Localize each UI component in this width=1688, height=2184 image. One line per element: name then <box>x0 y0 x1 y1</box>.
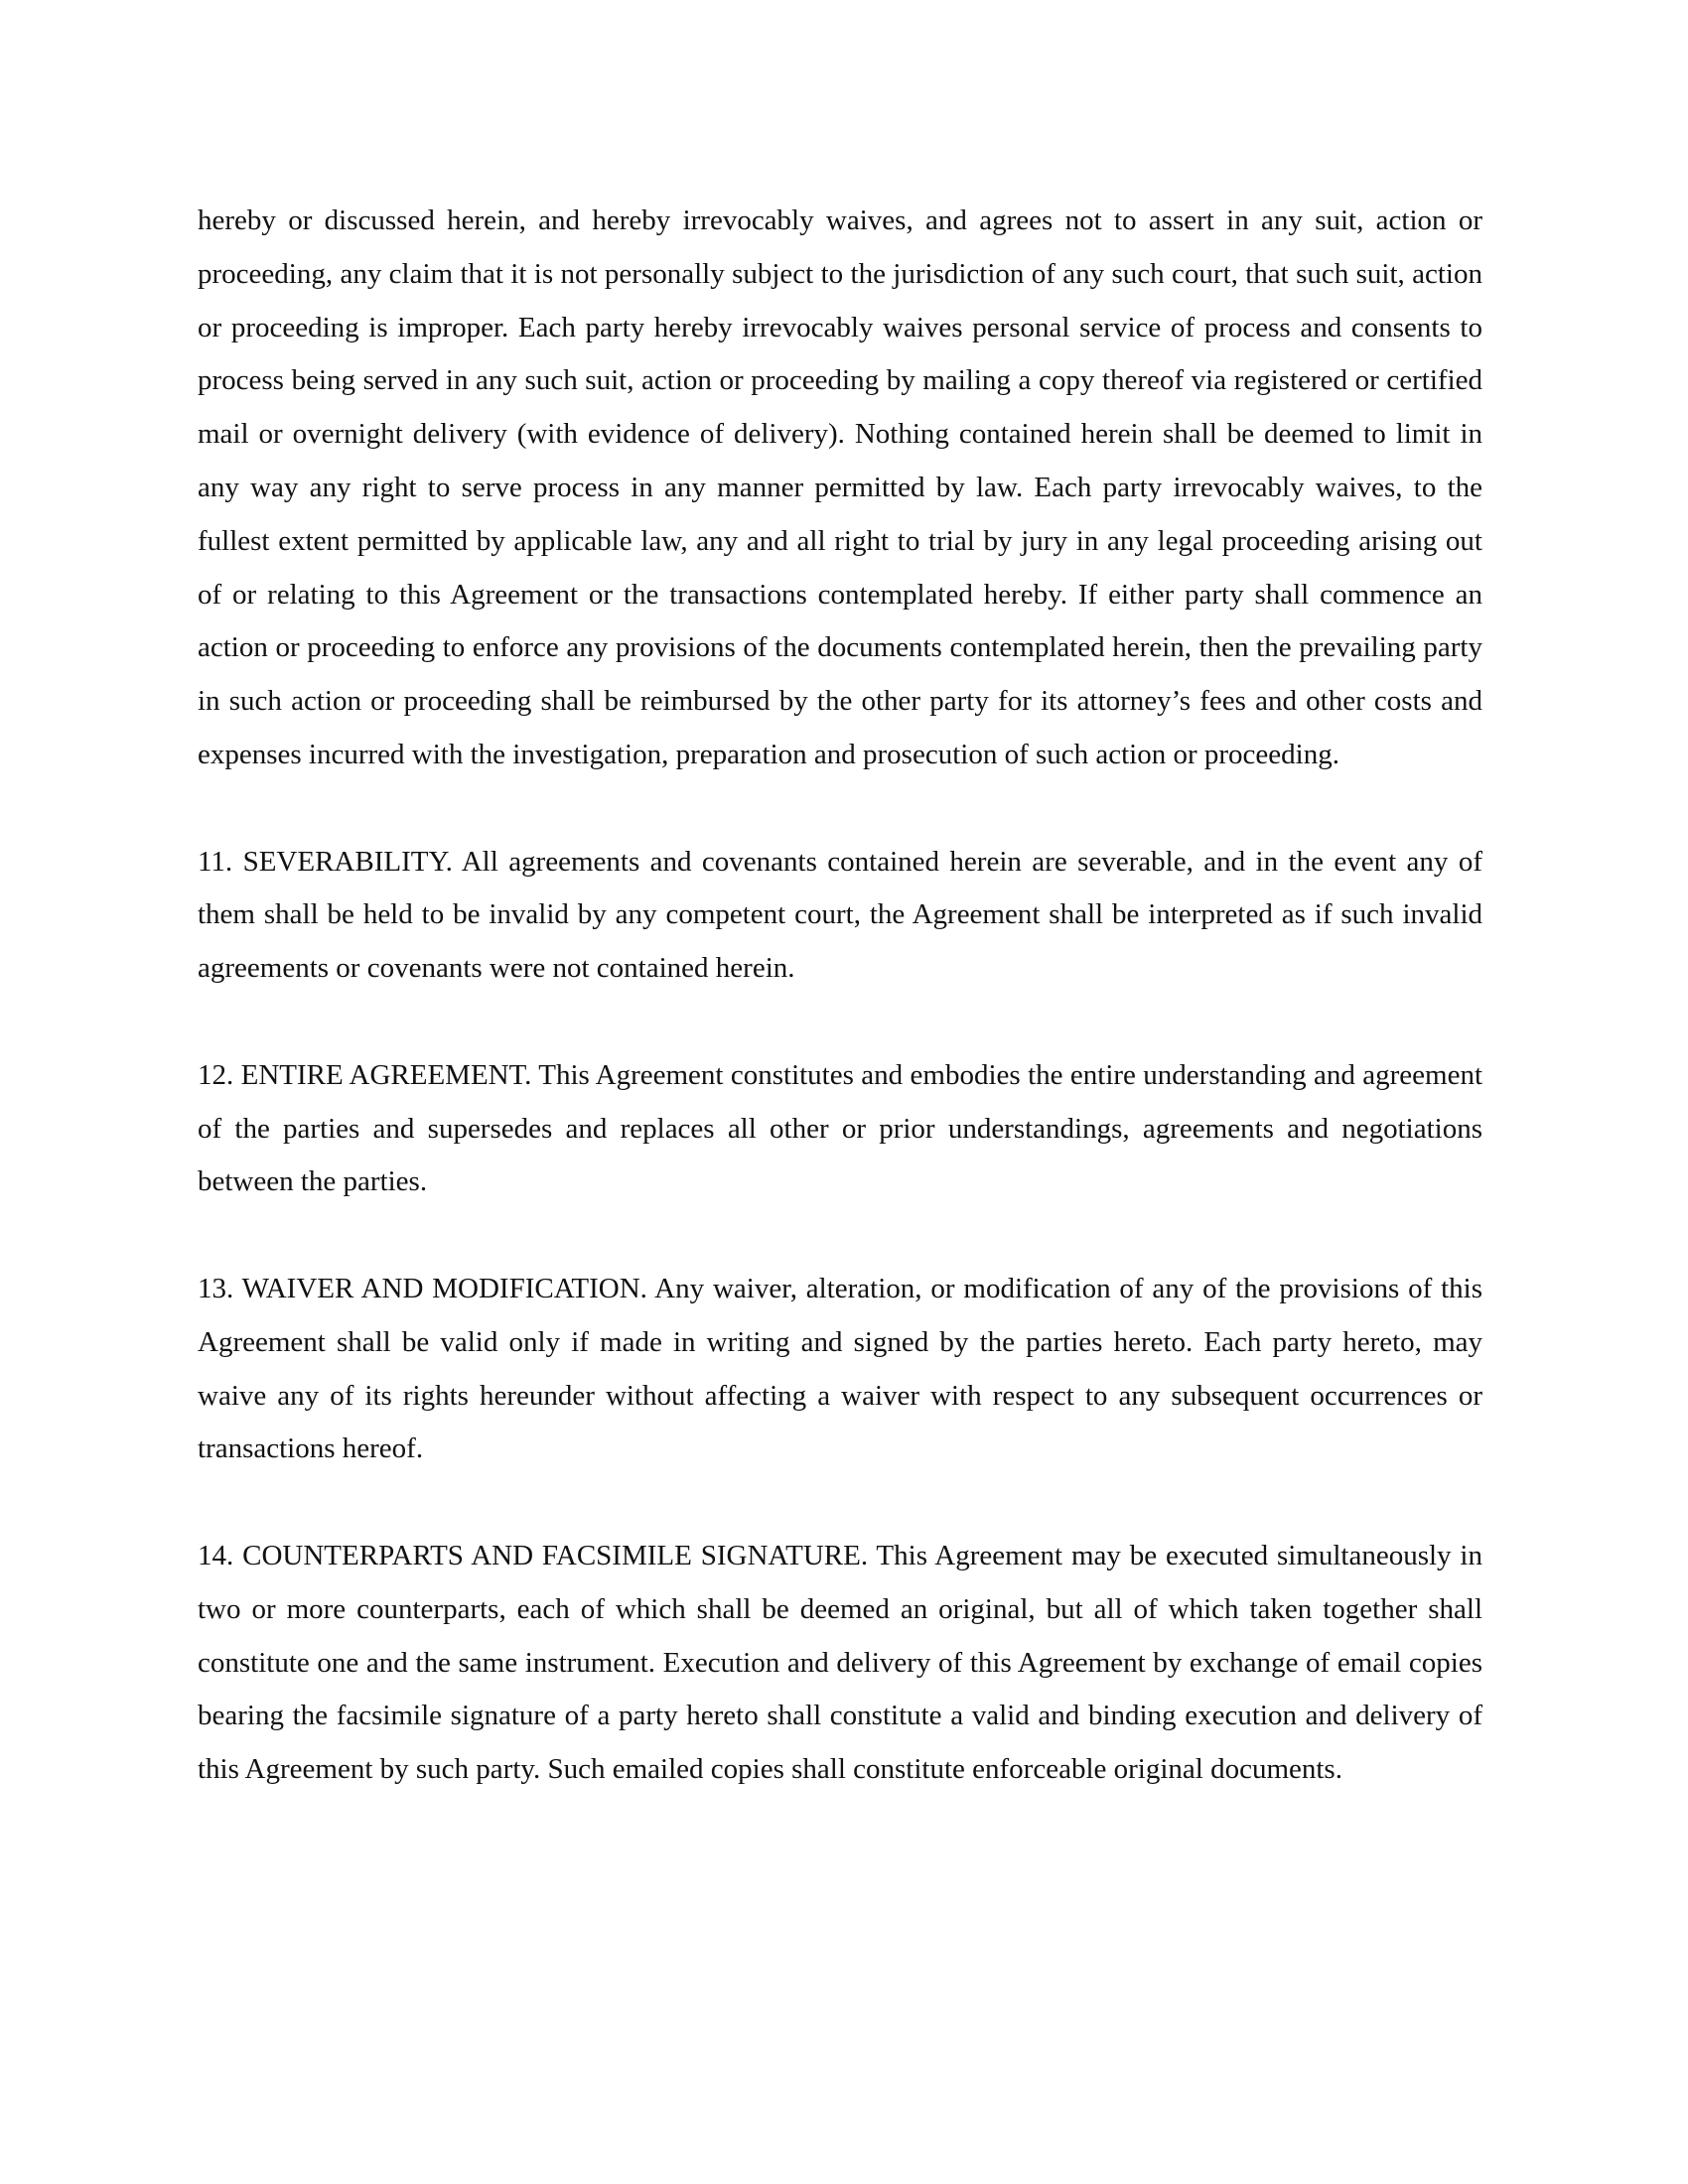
paragraph-waiver-and-modification: 13. WAIVER AND MODIFICATION. Any waiver, alteration, or modification of any of the provisions of this Agreement shall be valid only if made in writing and signed by the parties hereto. Each party hereto, may waive any of its rights hereunder without affecting a waiver with respect to any subsequent occurrences or transactions hereof. <box>198 1272 1482 1465</box>
paragraph-entire-agreement: 12. ENTIRE AGREEMENT. This Agreement constitutes and embodies the entire understanding and agreement of the parties and supersedes and replaces all other or prior understandings, agreements and negotiations between the parties. <box>198 1058 1482 1198</box>
document-page <box>198 195 1482 1850</box>
paragraph-severability: 11. SEVERABILITY. All agreements and covenants contained herein are severable, and in the event any of them shall be held to be invalid by any competent court, the Agreement shall be interpreted as if such invalid agreements or covenants were not contained herein. <box>198 845 1482 985</box>
paragraph-jurisdiction-continued: hereby or discussed herein, and hereby irrevocably waives, and agrees not to assert in any suit, action or proceeding, any claim that it is not personally subject to the jurisdiction of any such court, that such suit, action or proceeding is improper. Each party hereby irrevocably waives personal service of process and consents to process being served in any such suit, action or proceeding by mailing a copy thereof via registered or certified mail or overnight delivery (with evidence of delivery). Nothing contained herein shall be deemed to limit in any way any right to serve process in any manner permitted by law. Each party irrevocably waives, to the fullest extent permitted by applicable law, any and all right to trial by jury in any legal proceeding arising out of or relating to this Agreement or the transactions contemplated hereby. If either party shall commence an action or proceeding to enforce any provisions of the documents contemplated herein, then the prevailing party in such action or proceeding shall be reimbursed by the other party for its attorney’s fees and other costs and expenses incurred with the investigation, preparation and prosecution of such action or proceeding. <box>198 205 1482 770</box>
paragraph-counterparts: 14. COUNTERPARTS AND FACSIMILE SIGNATURE. This Agreement may be executed simultaneously in two or more counterparts, each of which shall be deemed an original, but all of which taken together shall constitute one and the same instrument. Execution and delivery of this Agreement by exchange of email copies bearing the facsimile signature of a party hereto shall constitute a valid and binding execution and delivery of this Agreement by such party. Such emailed copies shall constitute enforceable original documents. <box>198 1539 1482 1786</box>
